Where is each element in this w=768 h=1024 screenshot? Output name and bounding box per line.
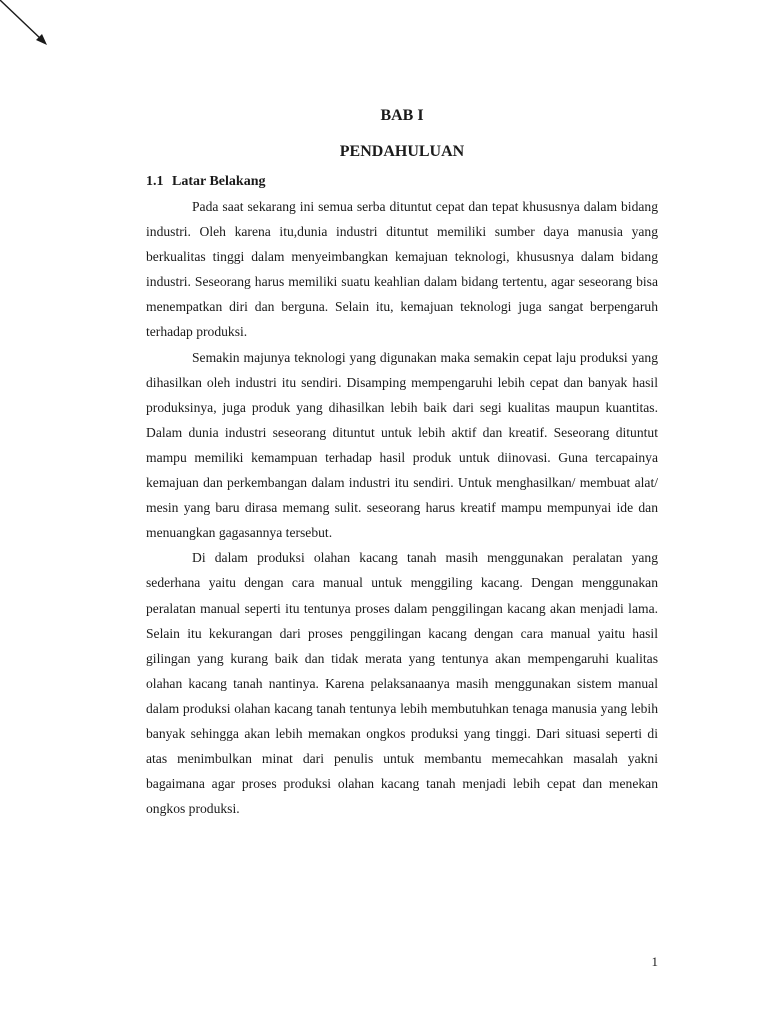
page-number: 1 [651,954,658,969]
paragraph: Semakin majunya teknologi yang digunakan maka semakin cepat laju produksi yang dihasilkan oleh industri itu sendiri. Disamping mempengaruhi lebih cepat dan banyak hasil produksinya, juga produk yang dihasilkan lebih baik dari segi kualitas maupun kuantitas. Dalam dunia industri seseorang dituntut untuk lebih aktif dan kreatif. Seseorang dituntut mampu memiliki kemampuan terhadap hasil produk untuk diinovasi. Guna tercapainya kemajuan dan perkembangan dalam industri itu sendiri. Untuk menghasilkan/ membuat alat/ mesin yang baru dirasa memang sulit. seseorang harus kreatif mampu mempunyai ide dan menuangkan gagasannya tersebut. [146,349,658,541]
section-number: 1.1 [146,174,164,189]
section-heading [146,170,658,194]
chapter-title: PENDAHULUAN [339,143,465,160]
paragraph: Di dalam produksi olahan kacang tanah masih menggunakan peralatan yang sederhana yaitu dengan cara manual untuk menggiling kacang. Dengan menggunakan peralatan manual seperti itu tentunya proses dalam penggilingan kacang akan menjadi lama. Selain itu kekurangan dari proses penggilingan kacang dengan cara manual yaitu hasil gilingan yang kurang baik dan tidak merata yang tentunya akan mempengaruhi kualitas olahan kacang tanah nantinya. Karena pelaksanaanya masih menggunakan sistem manual dalam produksi olahan kacang tanah tentunya lebih membutuhkan tenaga manusia yang lebih banyak sehingga akan lebih memakan ongkos produksi yang tinggi. Dari situasi seperti di atas menimbulkan minat dari penulis untuk membantu memecahkan masalah yakni bagaimana agar proses produksi olahan kacang tanah menjadi lebih cepat dan menekan ongkos produksi. [146,550,658,817]
paragraph: Pada saat sekarang ini semua serba dituntut cepat dan tepat khususnya dalam bidang industri. Oleh karena itu,dunia industri dituntut memiliki sumber daya manusia yang berkualitas tinggi dalam menyeimbangkan kemajuan teknologi, khususnya dalam bidang industri. Seseorang harus memiliki suatu keahlian dalam bidang tertentu, agar seseorang bisa menempatkan diri dan berguna. Selain itu, kemajuan teknologi juga sangat berpengaruh terhadap produksi. [146,199,658,340]
arrow-down-right-icon [0,0,60,60]
chapter-number: BAB I [380,107,424,124]
document-page [146,96,658,821]
section-title: Latar Belakang [172,174,266,189]
